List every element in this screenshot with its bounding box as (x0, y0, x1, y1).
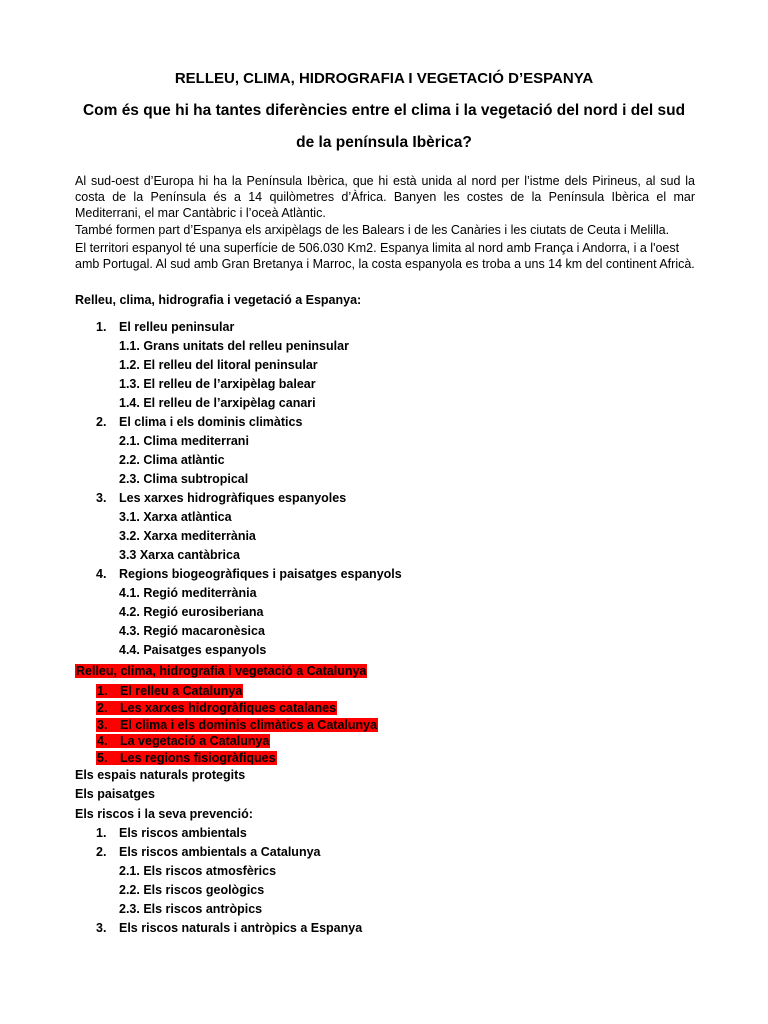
spain-subitem-2-2-text: 2.2. Clima atlàntic (119, 453, 225, 467)
spain-subitem-3-3-text: 3.3 Xarxa cantàbrica (119, 548, 240, 562)
list-label: Les xarxes hidrogràfiques catalanes (120, 700, 337, 715)
spain-item-4 (96, 566, 402, 582)
list-number: 1. (96, 320, 107, 334)
spain-subitem-3-1 (119, 509, 232, 525)
catalonia-item-5 (96, 750, 277, 766)
list-number: 3. (96, 921, 107, 935)
list-label: El clima i els dominis climàtics (119, 415, 303, 429)
list-label: Els riscos naturals i antròpics a Espanya (119, 921, 363, 935)
spain-subitem-4-1 (119, 585, 257, 601)
section-heading-landscapes-text: Els paisatges (75, 787, 155, 801)
section-heading-protected-spaces-text: Els espais naturals protegits (75, 768, 246, 782)
section-heading-protected-spaces (75, 767, 245, 783)
spain-item-1 (96, 319, 234, 335)
section-heading-landscapes (75, 786, 155, 802)
spain-subitem-2-1 (119, 433, 249, 449)
section-heading-spain (75, 292, 361, 308)
spain-subitem-4-2-text: 4.2. Regió eurosiberiana (119, 605, 264, 619)
spain-subitem-4-4 (119, 642, 266, 658)
catalonia-item-4 (96, 733, 270, 749)
list-number: 1. (96, 826, 107, 840)
spain-subitem-3-1-text: 3.1. Xarxa atlàntica (119, 510, 232, 524)
section-heading-risks (75, 806, 253, 822)
risk-subitem-2-3 (119, 901, 262, 917)
list-number: 5. (97, 751, 108, 766)
spain-subitem-1-4 (119, 395, 316, 411)
risk-subitem-2-3-text: 2.3. Els riscos antròpics (119, 902, 263, 916)
list-number: 1. (97, 684, 108, 698)
section-heading-spain-text: Relleu, clima, hidrografia i vegetació a Espanya: (75, 293, 362, 307)
list-number: 4. (97, 734, 108, 749)
risk-item-2 (96, 844, 320, 860)
spain-subitem-3-2-text: 3.2. Xarxa mediterrània (119, 529, 256, 543)
spain-subitem-4-3-text: 4.3. Regió macaronèsica (119, 624, 265, 638)
spain-subitem-4-3 (119, 623, 265, 639)
section-heading-catalonia-text: Relleu, clima, hidrografia i vegetació a Catalunya (76, 664, 367, 678)
spain-subitem-3-2 (119, 528, 256, 544)
list-number: 4. (96, 567, 107, 581)
document-title: RELLEU, CLIMA, HIDROGRAFIA I VEGETACIÓ D’ESPANYA (174, 70, 594, 87)
intro-paragraph-3: El territori espanyol té una superfície de 506.030 Km2. Espanya limita al nord amb França i Andorra, i a l'oest amb Portugal. Al sud amb Gran Bretanya i Marroc, la costa espanyola es troba a uns 14 km del continent Africà. (75, 241, 695, 271)
list-label: Els riscos ambientals a Catalunya (119, 845, 321, 859)
risk-item-1 (96, 825, 247, 841)
list-label: Les xarxes hidrogràfiques espanyoles (119, 491, 347, 505)
list-number: 3. (97, 717, 108, 732)
spain-subitem-1-3-text: 1.3. El relleu de l’arxipèlag balear (119, 377, 316, 391)
list-number: 2. (96, 845, 107, 859)
spain-subitem-1-2-text: 1.2. El relleu del litoral peninsular (119, 358, 318, 372)
list-label: La vegetació a Catalunya (120, 734, 270, 749)
spain-subitem-1-3 (119, 376, 316, 392)
list-label: Els riscos ambientals (119, 826, 247, 840)
risk-subitem-2-2 (119, 882, 264, 898)
list-label: El relleu a Catalunya (120, 684, 243, 698)
spain-item-3 (96, 490, 346, 506)
spain-subitem-2-1-text: 2.1. Clima mediterrani (119, 434, 249, 448)
list-label: El clima i els dominis climàtics a Catalunya (120, 717, 378, 732)
question-line-2: de la península Ibèrica? (296, 134, 472, 151)
intro-paragraph-1: Al sud-oest d’Europa hi ha la Península Ibèrica, que hi està unida al nord per l’istme dels Pirineus, al sud la costa de la Península és a 14 quilòmetres d’Àfrica. Banyen les costes de la Península Ibèrica el mar Mediterrani, el mar Cantàbric i l’oceà Atlàntic. (75, 174, 695, 220)
list-label: Les regions fisiogràfiques (120, 751, 276, 766)
spain-subitem-4-1-text: 4.1. Regió mediterrània (119, 586, 257, 600)
spain-subitem-1-4-text: 1.4. El relleu de l’arxipèlag canari (119, 396, 316, 410)
list-label: Regions biogeogràfiques i paisatges espanyols (119, 567, 402, 581)
spain-subitem-1-1-text: 1.1. Grans unitats del relleu peninsular (119, 339, 349, 353)
section-heading-risks-text: Els riscos i la seva prevenció: (75, 807, 253, 821)
spain-subitem-4-4-text: 4.4. Paisatges espanyols (119, 643, 267, 657)
spain-subitem-4-2 (119, 604, 264, 620)
risk-subitem-2-1-text: 2.1. Els riscos atmosfèrics (119, 864, 277, 878)
catalonia-item-3 (96, 717, 378, 733)
section-heading-catalonia (75, 663, 367, 679)
spain-subitem-2-3 (119, 471, 248, 487)
risk-subitem-2-1 (119, 863, 276, 879)
spain-subitem-2-2 (119, 452, 225, 468)
spain-subitem-2-3-text: 2.3. Clima subtropical (119, 472, 249, 486)
list-number: 2. (96, 415, 107, 429)
list-label: El relleu peninsular (119, 320, 235, 334)
risk-subitem-2-2-text: 2.2. Els riscos geològics (119, 883, 265, 897)
list-number: 3. (96, 491, 107, 505)
spain-subitem-1-2 (119, 357, 318, 373)
list-number: 2. (97, 700, 108, 715)
spain-item-2 (96, 414, 302, 430)
catalonia-item-1 (96, 683, 243, 699)
spain-subitem-3-3 (119, 547, 240, 563)
spain-subitem-1-1 (119, 338, 349, 354)
intro-paragraph-2: També formen part d’Espanya els arxipèlags de les Balears i de les Canàries i les ciutats de Ceuta i Melilla. (75, 223, 670, 237)
catalonia-item-2 (96, 700, 337, 716)
risk-item-3 (96, 920, 362, 936)
question-line-1: Com és que hi ha tantes diferències entre el clima i la vegetació del nord i del sud (82, 102, 686, 119)
